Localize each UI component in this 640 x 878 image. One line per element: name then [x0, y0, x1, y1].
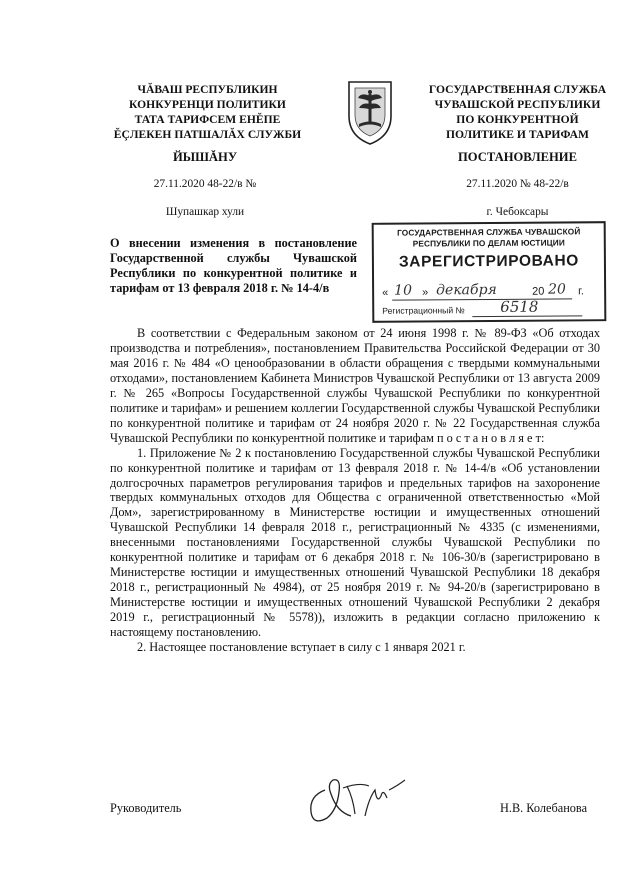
registration-stamp — [372, 221, 607, 323]
header-left-line4: ĔÇЛЕКЕН ПАТШАЛĂХ СЛУЖБИ — [113, 128, 302, 141]
date-left: 27.11.2020 48-22/в № — [153, 178, 257, 190]
stamp-line2: РЕСПУБЛИКИ ПО ДЕЛАМ ЮСТИЦИИ — [412, 237, 565, 249]
stamp-year-abbr: г. — [578, 285, 584, 298]
city-left: Шупашкар хули — [165, 206, 245, 218]
header-left — [95, 82, 320, 142]
signer-role: Руководитель — [110, 801, 182, 815]
stamp-month: декабря — [436, 281, 497, 299]
document-subject: О внесении изменения в постановление Государственной службы Чувашской Республики по конкурентной политике и тарифам от 13 февраля 2018 г. № 14-4/в — [110, 236, 357, 295]
body-paragraph-preamble: В соответствии с Федеральным законом от 24 июня 1998 г. № 89-ФЗ «Об отходах производства и потребления», постановлением Правительства Российской Федерации от 30 мая 2016 г. № 484 «О ценообразовании в области обращения с твердыми коммунальными отходами», постановлением Кабинета Министров Чувашской Республики от 13 августа 2009 г. № 265 «Вопросы Государственной службы Чувашской Республики по конкурентной политике и тарифам» и решением коллегии Государственной службы Чувашской Республики по конкурентной политике и тарифам от 24 ноября 2020 г. № 22 Государственная служба Чувашской Республики по конкурентной политике и тарифам п о с т а н о в л я е т: — [110, 326, 600, 445]
doc-title-right: ПОСТАНОВЛЕНИЕ — [458, 150, 577, 164]
header-right-line2: ЧУВАШСКОЙ РЕСПУБЛИКИ — [434, 98, 601, 111]
header-right — [405, 82, 630, 142]
header-left-line2: КОНКУРЕНЦИ ПОЛИТИКИ — [129, 98, 286, 111]
stamp-line1: ГОСУДАРСТВЕННАЯ СЛУЖБА ЧУВАШСКОЙ — [397, 226, 581, 238]
date-right: 27.11.2020 № 48-22/в — [466, 178, 569, 190]
stamp-date-row — [382, 283, 596, 302]
stamp-day: 10 — [394, 282, 413, 299]
chuvash-coat-of-arms-icon — [345, 78, 395, 146]
stamp-close-quote: » — [422, 286, 429, 299]
stamp-date-underline — [392, 298, 572, 300]
doc-title-left: ЙЫШĂНУ — [172, 150, 238, 164]
stamp-reg-number: 6518 — [500, 297, 539, 316]
stamp-reg-underline — [472, 315, 582, 317]
handwritten-signature — [303, 768, 418, 830]
header-right-line4: ПОЛИТИКЕ И ТАРИФАМ — [446, 128, 589, 141]
stamp-year-prefix: 20 — [532, 285, 545, 298]
stamp-registered: ЗАРЕГИСТРИРОВАНО — [398, 252, 579, 271]
header-left-line3: ТАТА ТАРИФСЕМ ЕНĔПЕ — [134, 113, 281, 126]
header-left-line1: ЧĂВАШ РЕСПУБЛИКИН — [137, 83, 278, 96]
body-paragraph-item2: 2. Настоящее постановление вступает в силу с 1 января 2021 г. — [137, 640, 466, 655]
document-body — [110, 326, 600, 655]
stamp-year-suffix: 20 — [548, 281, 567, 298]
stamp-open-quote: « — [382, 286, 389, 299]
stamp-reg-label: Регистрационный № — [382, 305, 465, 316]
stamp-reg-row — [382, 297, 596, 318]
header-right-line1: ГОСУДАРСТВЕННАЯ СЛУЖБА — [428, 83, 607, 96]
signer-name: Н.В. Колебанова — [500, 801, 588, 815]
body-paragraph-item1: 1. Приложение № 2 к постановлению Государственной службы Чувашской Республики по конкурентной политике и тарифам от 13 февраля 2018 г. № 14-4/в «Об установлении долгосрочных параметров регулирования тарифов и предельных тарифов на захоронение твердых коммунальных отходов для Общества с ограниченной ответственностью «Мой Дом», зарегистрированному в Министерстве юстиции и имущественных отношений Чувашской Республики 14 февраля 2018 г., регистрационный № 4335 (с изменениями, внесенными постановлениями Государственной службы Чувашской Республики по конкурентной политике и тарифам от 6 декабря 2018 г. № 106-30/в (зарегистрировано в Министерстве юстиции и имущественных отношений Чувашской Республики 18 декабря 2018 г., регистрационный № 4984), от 25 ноября 2019 г. № 94-20/в (зарегистрировано в Министерстве юстиции и имущественных отношений Чувашской Республики 2 декабря 2019 г., регистрационный № 5578)), изложить в редакции согласно приложению к настоящему постановлению. — [110, 445, 600, 640]
city-right: г. Чебоксары — [486, 206, 549, 218]
header-right-line3: ПО КОНКУРЕНТНОЙ — [456, 113, 579, 126]
